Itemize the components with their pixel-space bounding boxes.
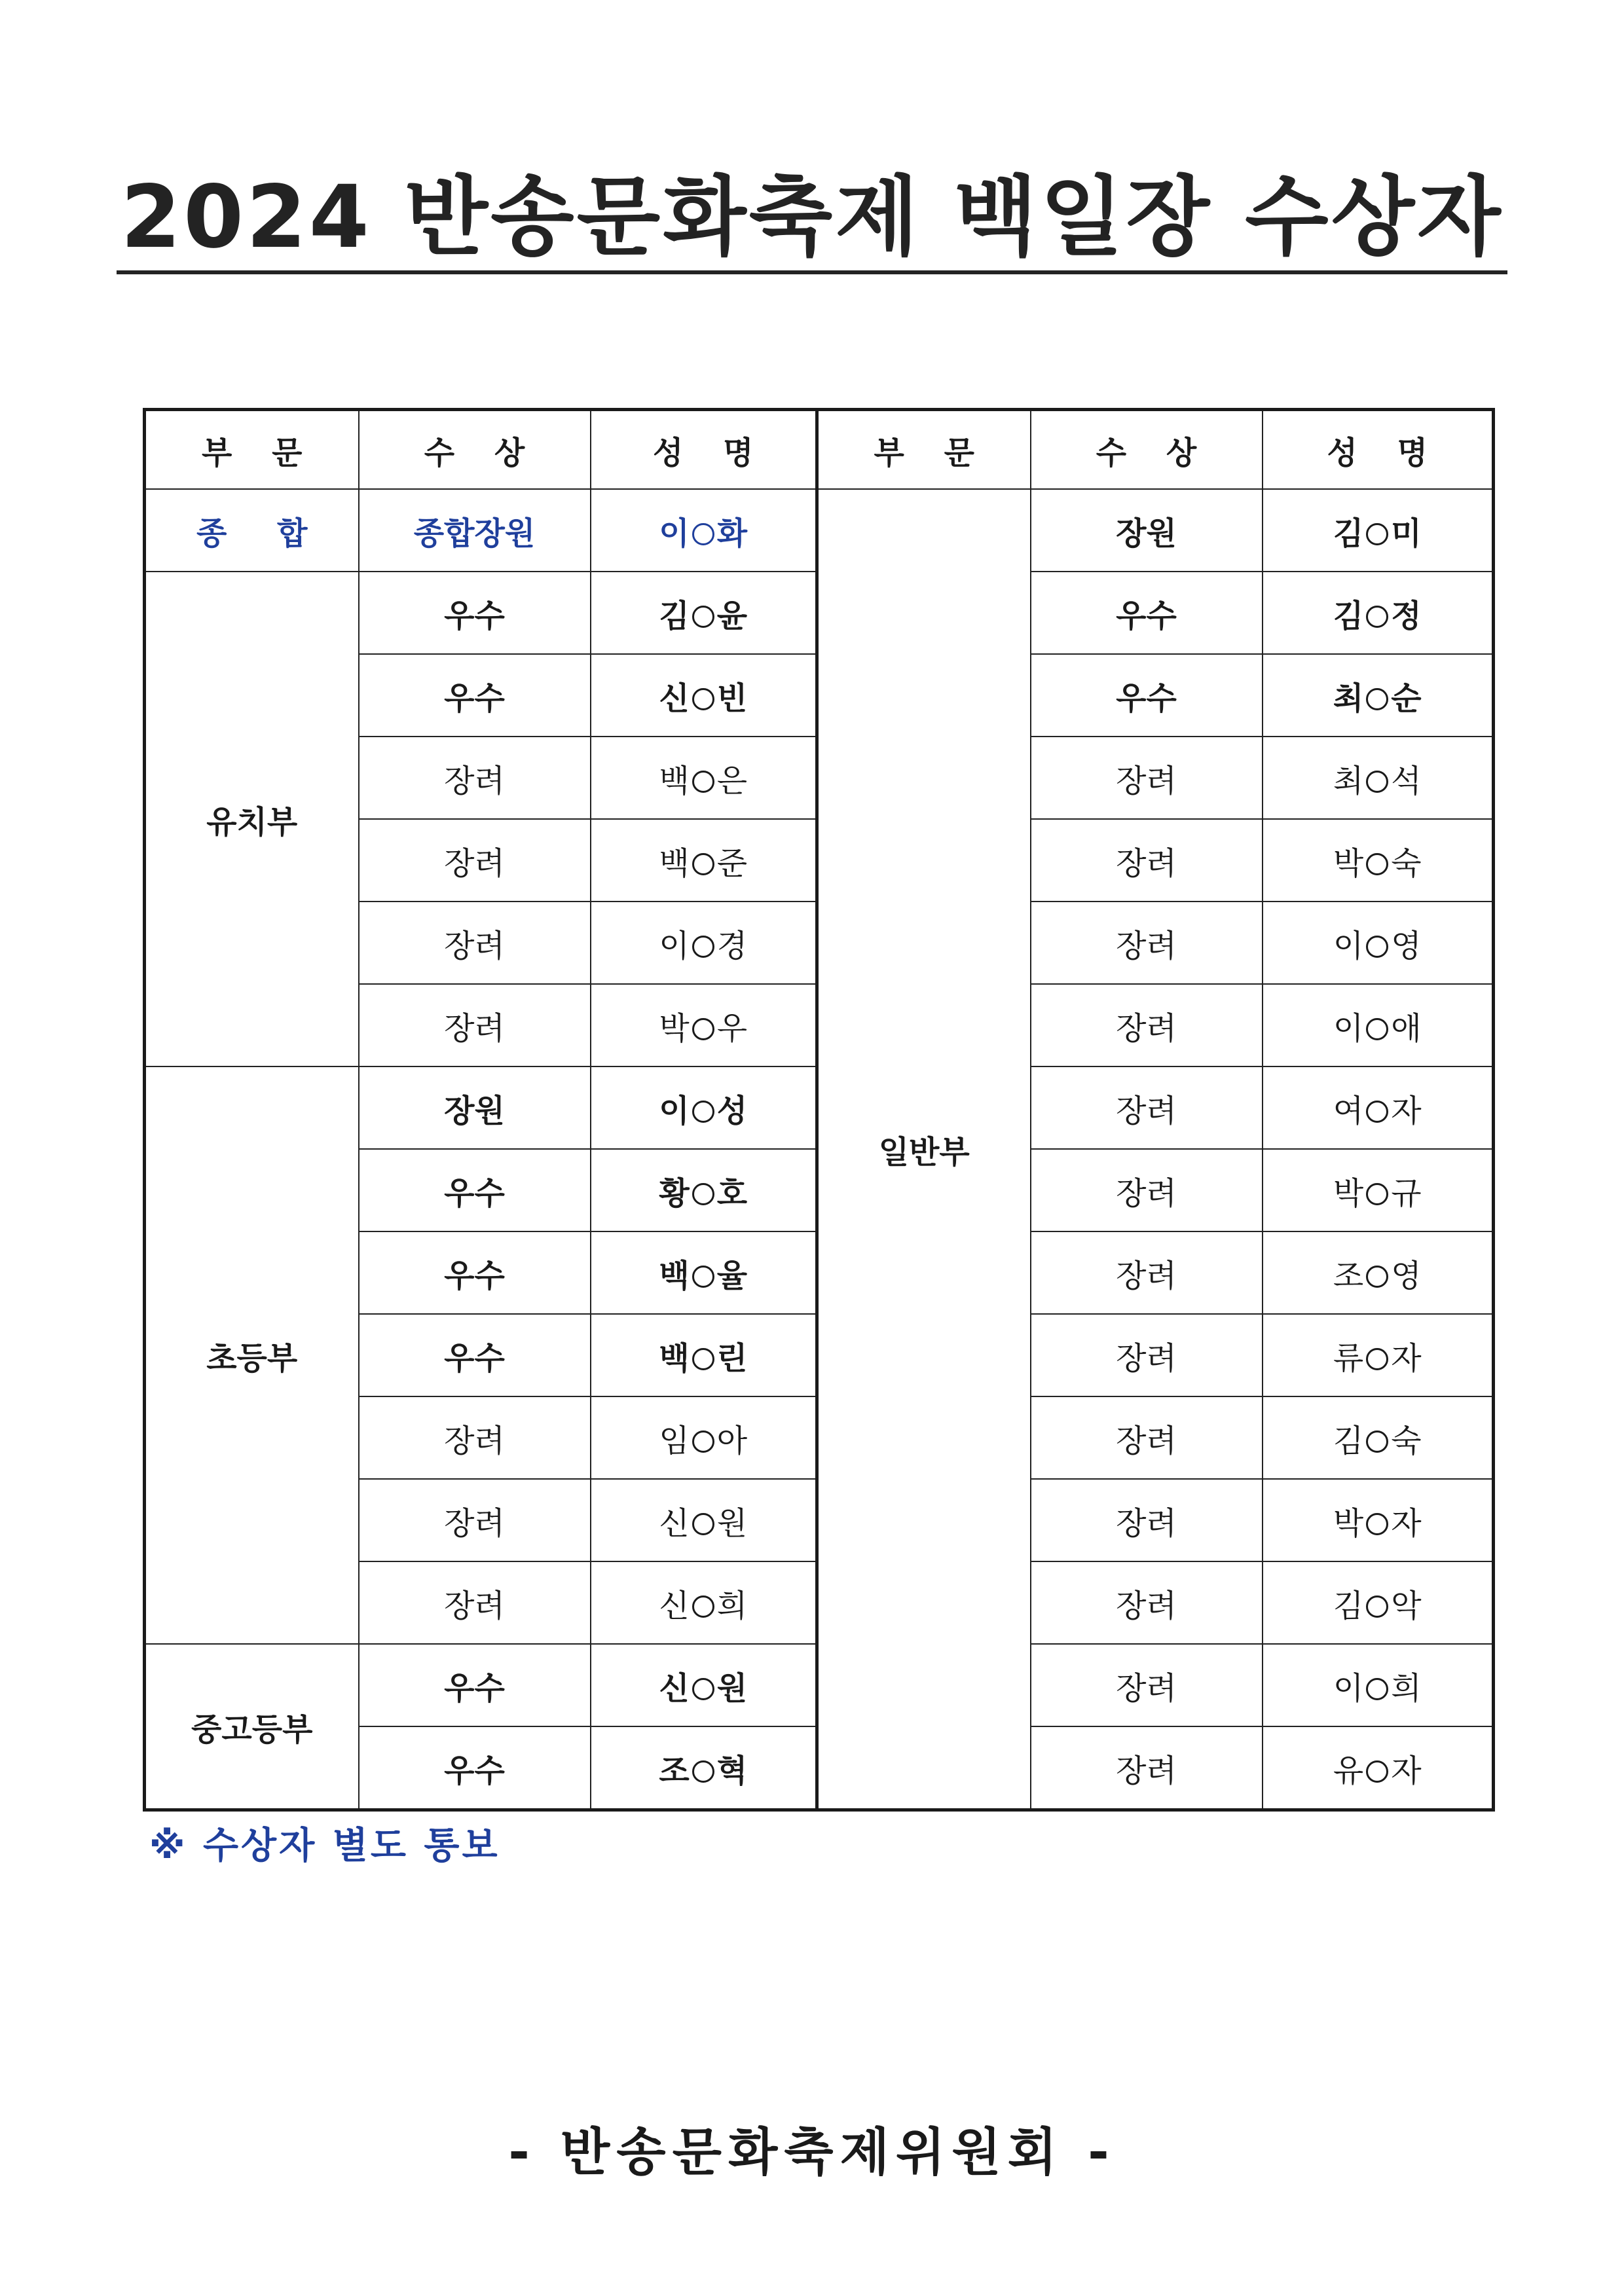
award-cell: 장려 — [359, 984, 591, 1066]
header-name: 성 명 — [1263, 410, 1494, 490]
winner-name — [591, 1561, 817, 1644]
winner-name — [1263, 654, 1494, 737]
award-cell: 우수 — [359, 572, 591, 654]
award-cell: 장려 — [359, 1479, 591, 1561]
surname: 최 — [1333, 762, 1364, 799]
masked-name-circle-icon — [1366, 936, 1388, 958]
given-name: 숙 — [1391, 1422, 1422, 1459]
masked-name-circle-icon — [692, 1430, 714, 1453]
given-name: 빈 — [716, 680, 748, 717]
masked-name-circle-icon — [692, 1595, 714, 1618]
surname: 여 — [1333, 1092, 1364, 1129]
given-name: 숙 — [1391, 845, 1422, 882]
given-name: 석 — [1391, 762, 1422, 799]
masked-name-circle-icon — [1366, 1595, 1388, 1618]
award-cell: 장려 — [1031, 1644, 1263, 1726]
surname: 백 — [659, 1339, 690, 1377]
given-name: 원 — [716, 1504, 748, 1542]
masked-name-circle-icon — [1366, 1101, 1388, 1123]
award-cell: 장려 — [359, 1396, 591, 1479]
surname: 유 — [1333, 1752, 1364, 1789]
surname: 신 — [659, 680, 690, 717]
award-cell: 장원 — [1031, 489, 1263, 572]
masked-name-circle-icon — [1366, 688, 1388, 710]
masked-name-circle-icon — [692, 1183, 714, 1205]
award-cell: 우수 — [359, 1726, 591, 1810]
winner-name — [1263, 1561, 1494, 1644]
given-name: 순 — [1391, 680, 1422, 717]
winner-name — [591, 1149, 817, 1231]
award-cell: 장려 — [1031, 1066, 1263, 1149]
winner-name — [591, 1644, 817, 1726]
masked-name-circle-icon — [1366, 1183, 1388, 1205]
given-name: 희 — [716, 1587, 748, 1624]
masked-name-circle-icon — [1366, 1018, 1388, 1040]
winner-name — [1263, 737, 1494, 819]
winner-name — [591, 984, 817, 1066]
surname: 이 — [1333, 927, 1364, 964]
masked-name-circle-icon — [692, 936, 714, 958]
winner-name — [1263, 1726, 1494, 1810]
surname: 이 — [659, 1092, 690, 1129]
header-row — [145, 410, 1494, 490]
winner-name — [1263, 1644, 1494, 1726]
award-cell: 장려 — [359, 737, 591, 819]
award-cell: 장려 — [1031, 1726, 1263, 1810]
surname: 황 — [659, 1175, 690, 1212]
page-title: 2024 반송문화축제 백일장 수상자 — [0, 167, 1624, 274]
winner-name — [1263, 572, 1494, 654]
masked-name-circle-icon — [1366, 771, 1388, 793]
masked-name-circle-icon — [1366, 1266, 1388, 1288]
winner-name — [591, 1479, 817, 1561]
masked-name-circle-icon — [692, 1513, 714, 1535]
given-name: 규 — [1391, 1175, 1422, 1212]
winner-name — [1263, 1396, 1494, 1479]
surname: 김 — [1333, 597, 1364, 634]
given-name: 은 — [716, 762, 748, 799]
award-cell: 장려 — [359, 902, 591, 984]
surname: 백 — [659, 1257, 690, 1294]
masked-name-circle-icon — [692, 771, 714, 793]
winner-name — [1263, 902, 1494, 984]
surname: 박 — [1333, 1175, 1364, 1212]
surname: 임 — [659, 1422, 690, 1459]
winner-name — [1263, 1314, 1494, 1396]
award-cell: 장려 — [1031, 1149, 1263, 1231]
surname: 박 — [1333, 1504, 1364, 1542]
surname: 백 — [659, 845, 690, 882]
award-cell: 우수 — [359, 654, 591, 737]
winner-name — [1263, 1149, 1494, 1231]
masked-name-circle-icon — [1366, 853, 1388, 875]
winners-table — [143, 408, 1495, 1812]
given-name: 혁 — [716, 1752, 748, 1789]
masked-name-circle-icon — [1366, 1678, 1388, 1700]
given-name: 자 — [1391, 1092, 1422, 1129]
award-cell: 우수 — [359, 1314, 591, 1396]
given-name: 애 — [1391, 1010, 1422, 1047]
award-cell: 장려 — [1031, 1314, 1263, 1396]
division-kindergarten: 유치부 — [145, 572, 359, 1066]
award-cell: 장려 — [1031, 1561, 1263, 1644]
winner-name — [591, 902, 817, 984]
winner-name — [591, 1314, 817, 1396]
given-name: 정 — [1391, 597, 1422, 634]
surname: 류 — [1333, 1339, 1364, 1377]
winner-name — [591, 1066, 817, 1149]
surname: 신 — [659, 1504, 690, 1542]
division-elementary: 초등부 — [145, 1066, 359, 1644]
given-name: 자 — [1391, 1504, 1422, 1542]
given-name: 경 — [716, 927, 748, 964]
award-cell: 장려 — [1031, 737, 1263, 819]
winner-name — [1263, 1066, 1494, 1149]
winner-name — [1263, 1231, 1494, 1314]
given-name: 화 — [716, 515, 748, 552]
surname: 이 — [659, 515, 690, 552]
masked-name-circle-icon — [692, 688, 714, 710]
table-row — [145, 489, 1494, 572]
masked-name-circle-icon — [1366, 523, 1388, 545]
surname: 박 — [1333, 845, 1364, 882]
winner-name — [591, 819, 817, 902]
given-name: 영 — [1391, 1257, 1422, 1294]
masked-name-circle-icon — [1366, 1430, 1388, 1453]
surname: 김 — [1333, 1422, 1364, 1459]
masked-name-circle-icon — [692, 1678, 714, 1700]
award-cell: 우수 — [1031, 654, 1263, 737]
header-award: 수 상 — [359, 410, 591, 490]
given-name: 자 — [1391, 1339, 1422, 1377]
award-cell: 장려 — [359, 1561, 591, 1644]
masked-name-circle-icon — [692, 1760, 714, 1783]
winner-name — [591, 654, 817, 737]
notice-text: ※ 수상자 별도 통보 — [149, 1825, 500, 1867]
organizer-footer: - 반송문화축제위원회 - — [508, 2123, 1116, 2182]
header-name: 성 명 — [591, 410, 817, 490]
surname: 조 — [1333, 1257, 1364, 1294]
given-name: 성 — [716, 1092, 748, 1129]
award-cell: 장려 — [1031, 1231, 1263, 1314]
award-cell: 장려 — [1031, 1479, 1263, 1561]
winner-name — [1263, 1479, 1494, 1561]
winner-name — [1263, 489, 1494, 572]
surname: 이 — [659, 927, 690, 964]
surname: 백 — [659, 762, 690, 799]
winner-name — [591, 1231, 817, 1314]
winner-name — [591, 572, 817, 654]
masked-name-circle-icon — [692, 1348, 714, 1370]
surname: 김 — [1333, 1587, 1364, 1624]
given-name: 준 — [716, 845, 748, 882]
header-award: 수 상 — [1031, 410, 1263, 490]
masked-name-circle-icon — [692, 606, 714, 628]
surname: 김 — [659, 597, 690, 634]
header-division: 부 문 — [145, 410, 359, 490]
award-cell: 장려 — [1031, 902, 1263, 984]
masked-name-circle-icon — [1366, 606, 1388, 628]
winner-name — [591, 737, 817, 819]
award-cell: 장려 — [1031, 984, 1263, 1066]
surname: 이 — [1333, 1669, 1364, 1707]
award-cell: 장원 — [359, 1066, 591, 1149]
division-general: 일반부 — [817, 489, 1031, 1810]
given-name: 미 — [1391, 515, 1422, 552]
division-overall: 종 합 — [145, 489, 359, 572]
award-cell: 우수 — [359, 1231, 591, 1314]
masked-name-circle-icon — [1366, 1513, 1388, 1535]
surname: 신 — [659, 1669, 690, 1707]
given-name: 원 — [716, 1669, 748, 1707]
winner-name — [591, 1396, 817, 1479]
winner-name — [591, 489, 817, 572]
winner-name — [1263, 819, 1494, 902]
given-name: 윤 — [716, 597, 748, 634]
given-name: 우 — [716, 1010, 748, 1047]
surname: 김 — [1333, 515, 1364, 552]
masked-name-circle-icon — [692, 853, 714, 875]
given-name: 호 — [716, 1175, 748, 1212]
division-secondary: 중고등부 — [145, 1644, 359, 1810]
given-name: 악 — [1391, 1587, 1422, 1624]
surname: 신 — [659, 1587, 690, 1624]
winner-name — [1263, 984, 1494, 1066]
award-cell: 종합장원 — [359, 489, 591, 572]
given-name: 아 — [716, 1422, 748, 1459]
masked-name-circle-icon — [1366, 1348, 1388, 1370]
masked-name-circle-icon — [1366, 1760, 1388, 1783]
winner-name — [591, 1726, 817, 1810]
award-cell: 장려 — [1031, 819, 1263, 902]
given-name: 희 — [1391, 1669, 1422, 1707]
masked-name-circle-icon — [692, 1018, 714, 1040]
surname: 조 — [659, 1752, 690, 1789]
header-division: 부 문 — [817, 410, 1031, 490]
award-cell: 장려 — [1031, 1396, 1263, 1479]
given-name: 자 — [1391, 1752, 1422, 1789]
masked-name-circle-icon — [692, 1101, 714, 1123]
given-name: 율 — [716, 1257, 748, 1294]
award-cell: 우수 — [1031, 572, 1263, 654]
masked-name-circle-icon — [692, 523, 714, 545]
surname: 이 — [1333, 1010, 1364, 1047]
surname: 최 — [1333, 680, 1364, 717]
award-cell: 우수 — [359, 1644, 591, 1726]
surname: 박 — [659, 1010, 690, 1047]
given-name: 영 — [1391, 927, 1422, 964]
award-cell: 우수 — [359, 1149, 591, 1231]
given-name: 린 — [716, 1339, 748, 1377]
masked-name-circle-icon — [692, 1266, 714, 1288]
award-cell: 장려 — [359, 819, 591, 902]
